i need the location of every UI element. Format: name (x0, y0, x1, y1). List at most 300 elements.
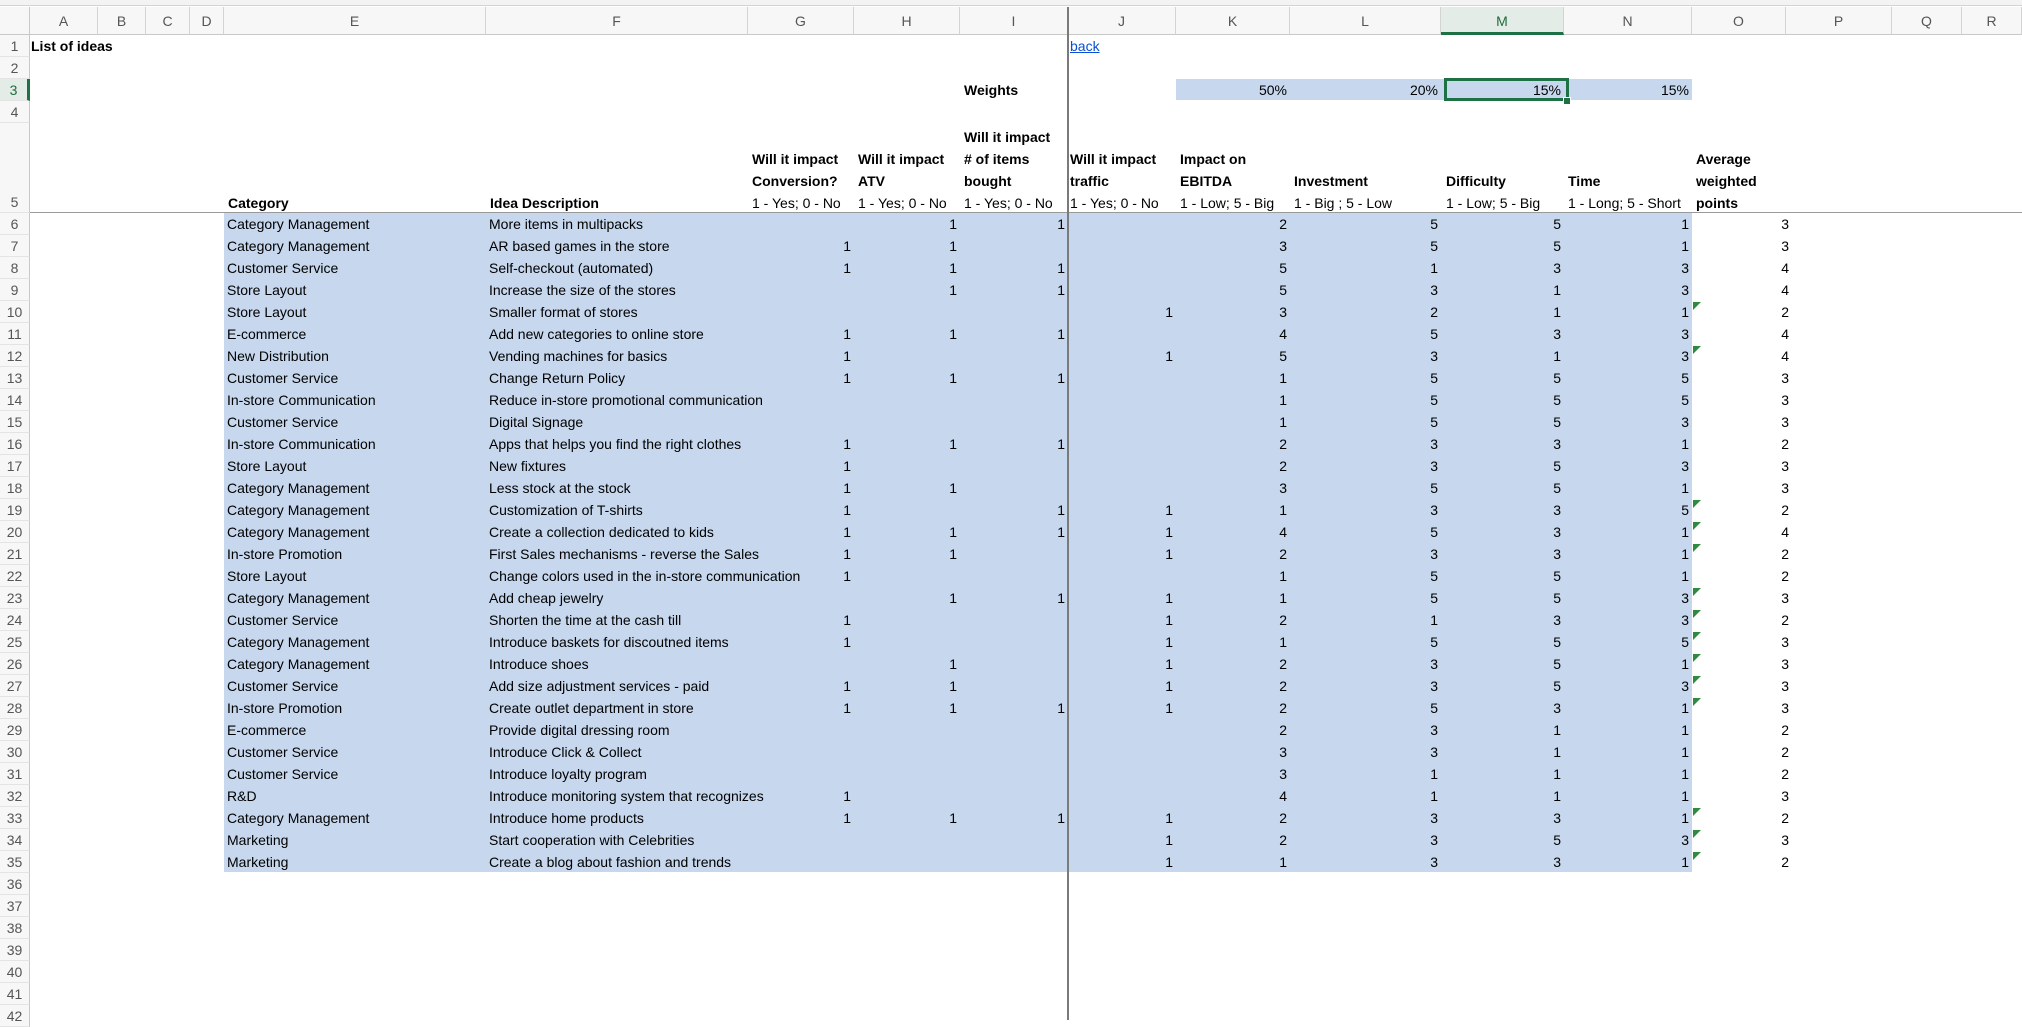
score-cell-i[interactable]: 1 (1057, 590, 1065, 606)
score-cell-j[interactable] (1068, 235, 1176, 257)
category-cell[interactable]: Category Management (227, 238, 370, 254)
score-cell-n[interactable]: 1 (1681, 238, 1689, 254)
score-cell-m[interactable]: 5 (1553, 414, 1561, 430)
error-indicator-icon[interactable] (1693, 632, 1701, 640)
score-cell-g[interactable]: 1 (843, 502, 851, 518)
score-cell-k[interactable]: 3 (1279, 766, 1287, 782)
score-cell-m[interactable]: 3 (1553, 502, 1561, 518)
score-cell-l[interactable]: 2 (1430, 304, 1438, 320)
category-cell[interactable]: Marketing (227, 832, 289, 848)
row-header-32[interactable]: 32 (0, 785, 30, 807)
row-header-18[interactable]: 18 (0, 477, 30, 499)
score-cell-j[interactable]: 1 (1165, 832, 1173, 848)
score-cell-o[interactable]: 2 (1781, 722, 1789, 738)
score-cell-k[interactable]: 5 (1279, 282, 1287, 298)
score-cell-n[interactable]: 3 (1681, 590, 1689, 606)
category-cell[interactable]: In-store Communication (227, 392, 376, 408)
category-cell[interactable]: Store Layout (227, 282, 307, 298)
score-cell-m[interactable]: 5 (1553, 568, 1561, 584)
score-cell-g[interactable]: 1 (843, 524, 851, 540)
score-cell-o[interactable]: 2 (1781, 546, 1789, 562)
score-cell-i[interactable]: 1 (1057, 216, 1065, 232)
score-cell-n[interactable]: 1 (1681, 216, 1689, 232)
score-cell-j[interactable] (1068, 763, 1176, 785)
score-cell-j[interactable]: 1 (1165, 810, 1173, 826)
row-header-23[interactable]: 23 (0, 587, 30, 609)
score-cell-k[interactable]: 5 (1279, 348, 1287, 364)
score-cell-m[interactable]: 3 (1553, 700, 1561, 716)
score-cell-g[interactable] (748, 653, 854, 675)
row-header-41[interactable]: 41 (0, 983, 30, 1005)
score-cell-g[interactable]: 1 (843, 480, 851, 496)
score-cell-g[interactable] (748, 411, 854, 433)
column-header-p[interactable]: P (1786, 7, 1892, 35)
score-cell-n[interactable]: 3 (1681, 326, 1689, 342)
weight-impact[interactable]: 50% (1258, 82, 1287, 98)
score-cell-g[interactable]: 1 (843, 326, 851, 342)
column-header-c[interactable]: C (146, 7, 190, 35)
score-cell-l[interactable]: 5 (1430, 216, 1438, 232)
score-cell-o[interactable]: 3 (1781, 392, 1789, 408)
score-cell-n[interactable]: 5 (1681, 370, 1689, 386)
score-cell-l[interactable]: 5 (1430, 590, 1438, 606)
score-cell-l[interactable]: 3 (1430, 744, 1438, 760)
score-cell-o[interactable]: 2 (1781, 436, 1789, 452)
score-cell-h[interactable] (854, 389, 960, 411)
score-cell-n[interactable]: 1 (1681, 656, 1689, 672)
score-cell-n[interactable]: 1 (1681, 546, 1689, 562)
score-cell-j[interactable]: 1 (1165, 524, 1173, 540)
score-cell-g[interactable]: 1 (843, 348, 851, 364)
row-header-35[interactable]: 35 (0, 851, 30, 873)
idea-cell[interactable]: Introduce loyalty program (489, 766, 647, 782)
idea-cell[interactable]: Digital Signage (489, 414, 584, 430)
idea-cell[interactable]: AR based games in the store (489, 238, 670, 254)
score-cell-n[interactable]: 1 (1681, 436, 1689, 452)
score-cell-h[interactable] (854, 829, 960, 851)
score-cell-h[interactable]: 1 (949, 678, 957, 694)
score-cell-o[interactable]: 3 (1781, 678, 1789, 694)
score-cell-k[interactable]: 1 (1279, 590, 1287, 606)
score-cell-i[interactable] (960, 609, 1068, 631)
score-cell-l[interactable]: 1 (1430, 260, 1438, 276)
score-cell-l[interactable]: 1 (1430, 788, 1438, 804)
idea-cell[interactable]: Add size adjustment services - paid (489, 678, 710, 694)
score-cell-j[interactable] (1068, 323, 1176, 345)
category-cell[interactable]: In-store Promotion (227, 700, 343, 716)
row-header-29[interactable]: 29 (0, 719, 30, 741)
score-cell-g[interactable]: 1 (843, 700, 851, 716)
weight-difficulty[interactable]: 15% (1532, 82, 1561, 98)
score-cell-j[interactable]: 1 (1165, 348, 1173, 364)
score-cell-m[interactable]: 3 (1553, 524, 1561, 540)
score-cell-k[interactable]: 1 (1279, 370, 1287, 386)
score-cell-o[interactable]: 4 (1781, 524, 1789, 540)
error-indicator-icon[interactable] (1693, 522, 1701, 530)
score-cell-h[interactable] (854, 785, 960, 807)
score-cell-i[interactable]: 1 (1057, 326, 1065, 342)
score-cell-g[interactable]: 1 (843, 568, 851, 584)
row-header-10[interactable]: 10 (0, 301, 30, 323)
score-cell-h[interactable]: 1 (949, 326, 957, 342)
idea-cell[interactable]: New fixtures (489, 458, 567, 474)
score-cell-g[interactable] (748, 741, 854, 763)
row-header-6[interactable]: 6 (0, 213, 30, 235)
score-cell-g[interactable]: 1 (843, 238, 851, 254)
row-header-3[interactable]: 3 (0, 79, 30, 101)
category-cell[interactable]: Customer Service (227, 678, 339, 694)
category-cell[interactable]: Customer Service (227, 414, 339, 430)
score-cell-h[interactable]: 1 (949, 700, 957, 716)
score-cell-i[interactable] (960, 345, 1068, 367)
score-cell-m[interactable]: 5 (1553, 656, 1561, 672)
idea-cell[interactable]: More items in multipacks (489, 216, 644, 232)
score-cell-i[interactable]: 1 (1057, 524, 1065, 540)
row-header-8[interactable]: 8 (0, 257, 30, 279)
score-cell-m[interactable]: 1 (1553, 348, 1561, 364)
score-cell-i[interactable]: 1 (1057, 370, 1065, 386)
score-cell-o[interactable]: 3 (1781, 832, 1789, 848)
score-cell-k[interactable]: 1 (1279, 568, 1287, 584)
score-cell-i[interactable] (960, 763, 1068, 785)
score-cell-g[interactable]: 1 (843, 634, 851, 650)
row-header-37[interactable]: 37 (0, 895, 30, 917)
score-cell-m[interactable]: 5 (1553, 216, 1561, 232)
row-header-25[interactable]: 25 (0, 631, 30, 653)
score-cell-n[interactable]: 1 (1681, 304, 1689, 320)
row-header-22[interactable]: 22 (0, 565, 30, 587)
score-cell-h[interactable]: 1 (949, 480, 957, 496)
score-cell-g[interactable]: 1 (843, 810, 851, 826)
score-cell-i[interactable] (960, 235, 1068, 257)
idea-cell[interactable]: Create a blog about fashion and trends (489, 854, 732, 870)
score-cell-o[interactable]: 2 (1781, 304, 1789, 320)
score-cell-j[interactable]: 1 (1165, 590, 1173, 606)
score-cell-n[interactable]: 1 (1681, 700, 1689, 716)
score-cell-i[interactable]: 1 (1057, 260, 1065, 276)
score-cell-j[interactable]: 1 (1165, 854, 1173, 870)
column-header-g[interactable]: G (748, 7, 854, 35)
score-cell-n[interactable]: 1 (1681, 568, 1689, 584)
score-cell-m[interactable]: 3 (1553, 854, 1561, 870)
row-header-5[interactable]: 5 (0, 123, 30, 213)
score-cell-n[interactable]: 3 (1681, 678, 1689, 694)
column-header-f[interactable]: F (486, 7, 748, 35)
score-cell-l[interactable]: 3 (1430, 348, 1438, 364)
score-cell-o[interactable]: 4 (1781, 326, 1789, 342)
idea-cell[interactable]: Increase the size of the stores (489, 282, 676, 298)
idea-cell[interactable]: Introduce monitoring system that recognizes (489, 788, 764, 804)
score-cell-m[interactable]: 5 (1553, 370, 1561, 386)
score-cell-h[interactable] (854, 345, 960, 367)
score-cell-n[interactable]: 5 (1681, 502, 1689, 518)
error-indicator-icon[interactable] (1693, 544, 1701, 552)
idea-cell[interactable]: Reduce in-store promotional communication (489, 392, 763, 408)
score-cell-j[interactable]: 1 (1165, 634, 1173, 650)
row-header-39[interactable]: 39 (0, 939, 30, 961)
score-cell-m[interactable]: 1 (1553, 766, 1561, 782)
score-cell-k[interactable]: 2 (1279, 458, 1287, 474)
score-cell-n[interactable]: 3 (1681, 414, 1689, 430)
score-cell-j[interactable] (1068, 433, 1176, 455)
score-cell-g[interactable] (748, 851, 854, 873)
score-cell-l[interactable]: 5 (1430, 524, 1438, 540)
row-header-19[interactable]: 19 (0, 499, 30, 521)
score-cell-m[interactable]: 5 (1553, 678, 1561, 694)
score-cell-o[interactable]: 3 (1781, 414, 1789, 430)
idea-cell[interactable]: Create outlet department in store (489, 700, 694, 716)
column-header-n[interactable]: N (1564, 7, 1692, 35)
category-cell[interactable]: Store Layout (227, 458, 307, 474)
score-cell-k[interactable]: 3 (1279, 238, 1287, 254)
score-cell-k[interactable]: 2 (1279, 216, 1287, 232)
score-cell-h[interactable]: 1 (949, 810, 957, 826)
score-cell-m[interactable]: 1 (1553, 282, 1561, 298)
score-cell-o[interactable]: 4 (1781, 348, 1789, 364)
category-cell[interactable]: In-store Communication (227, 436, 376, 452)
score-cell-j[interactable] (1068, 279, 1176, 301)
score-cell-h[interactable] (854, 719, 960, 741)
score-cell-o[interactable]: 3 (1781, 634, 1789, 650)
score-cell-g[interactable]: 1 (843, 678, 851, 694)
score-cell-i[interactable] (960, 477, 1068, 499)
idea-cell[interactable]: Introduce baskets for discoutned items (489, 634, 729, 650)
score-cell-h[interactable]: 1 (949, 216, 957, 232)
column-header-d[interactable]: D (190, 7, 224, 35)
score-cell-i[interactable]: 1 (1057, 282, 1065, 298)
weight-investment[interactable]: 20% (1409, 82, 1438, 98)
score-cell-m[interactable]: 3 (1553, 260, 1561, 276)
score-cell-i[interactable] (960, 455, 1068, 477)
column-header-a[interactable]: A (30, 7, 98, 35)
score-cell-n[interactable]: 1 (1681, 788, 1689, 804)
score-cell-j[interactable]: 1 (1165, 678, 1173, 694)
row-header-28[interactable]: 28 (0, 697, 30, 719)
score-cell-h[interactable] (854, 741, 960, 763)
score-cell-n[interactable]: 1 (1681, 722, 1689, 738)
score-cell-o[interactable]: 2 (1781, 612, 1789, 628)
score-cell-l[interactable]: 5 (1430, 480, 1438, 496)
score-cell-o[interactable]: 2 (1781, 744, 1789, 760)
score-cell-i[interactable] (960, 389, 1068, 411)
score-cell-j[interactable]: 1 (1165, 546, 1173, 562)
idea-cell[interactable]: Less stock at the stock (489, 480, 631, 496)
score-cell-n[interactable]: 1 (1681, 480, 1689, 496)
score-cell-g[interactable] (748, 587, 854, 609)
category-cell[interactable]: Category Management (227, 810, 370, 826)
score-cell-j[interactable] (1068, 719, 1176, 741)
score-cell-g[interactable] (748, 763, 854, 785)
score-cell-o[interactable]: 3 (1781, 788, 1789, 804)
score-cell-h[interactable] (854, 609, 960, 631)
score-cell-k[interactable]: 4 (1279, 524, 1287, 540)
category-cell[interactable]: Category Management (227, 216, 370, 232)
score-cell-h[interactable]: 1 (949, 590, 957, 606)
column-header-j[interactable]: J (1068, 7, 1176, 35)
score-cell-m[interactable]: 5 (1553, 392, 1561, 408)
score-cell-h[interactable] (854, 763, 960, 785)
score-cell-l[interactable]: 3 (1430, 832, 1438, 848)
score-cell-l[interactable]: 5 (1430, 370, 1438, 386)
row-header-16[interactable]: 16 (0, 433, 30, 455)
error-indicator-icon[interactable] (1693, 588, 1701, 596)
category-cell[interactable]: Store Layout (227, 304, 307, 320)
score-cell-h[interactable]: 1 (949, 436, 957, 452)
score-cell-j[interactable]: 1 (1165, 502, 1173, 518)
score-cell-h[interactable]: 1 (949, 238, 957, 254)
idea-cell[interactable]: Shorten the time at the cash till (489, 612, 682, 628)
score-cell-i[interactable] (960, 829, 1068, 851)
score-cell-o[interactable]: 2 (1781, 502, 1789, 518)
idea-cell[interactable]: Vending machines for basics (489, 348, 668, 364)
score-cell-k[interactable]: 1 (1279, 634, 1287, 650)
idea-cell[interactable]: Start cooperation with Celebrities (489, 832, 695, 848)
idea-cell[interactable]: Introduce Click & Collect (489, 744, 642, 760)
row-header-31[interactable]: 31 (0, 763, 30, 785)
score-cell-h[interactable] (854, 301, 960, 323)
row-header-7[interactable]: 7 (0, 235, 30, 257)
score-cell-n[interactable]: 3 (1681, 348, 1689, 364)
score-cell-i[interactable]: 1 (1057, 502, 1065, 518)
score-cell-k[interactable]: 2 (1279, 436, 1287, 452)
category-cell[interactable]: E-commerce (227, 326, 307, 342)
score-cell-m[interactable]: 3 (1553, 612, 1561, 628)
score-cell-k[interactable]: 1 (1279, 392, 1287, 408)
error-indicator-icon[interactable] (1693, 852, 1701, 860)
category-cell[interactable]: Category Management (227, 590, 370, 606)
score-cell-l[interactable]: 3 (1430, 810, 1438, 826)
score-cell-i[interactable]: 1 (1057, 700, 1065, 716)
score-cell-m[interactable]: 1 (1553, 788, 1561, 804)
idea-cell[interactable]: Smaller format of stores (489, 304, 638, 320)
score-cell-k[interactable]: 4 (1279, 326, 1287, 342)
idea-cell[interactable]: Apps that helps you find the right clothes (489, 436, 742, 452)
category-cell[interactable]: Customer Service (227, 766, 339, 782)
score-cell-m[interactable]: 5 (1553, 832, 1561, 848)
score-cell-l[interactable]: 5 (1430, 700, 1438, 716)
score-cell-o[interactable]: 3 (1781, 480, 1789, 496)
score-cell-h[interactable]: 1 (949, 656, 957, 672)
column-header-k[interactable]: K (1176, 7, 1290, 35)
score-cell-k[interactable]: 1 (1279, 854, 1287, 870)
row-header-17[interactable]: 17 (0, 455, 30, 477)
category-cell[interactable]: Customer Service (227, 612, 339, 628)
category-cell[interactable]: E-commerce (227, 722, 307, 738)
row-header-24[interactable]: 24 (0, 609, 30, 631)
row-header-30[interactable]: 30 (0, 741, 30, 763)
score-cell-k[interactable]: 4 (1279, 788, 1287, 804)
score-cell-j[interactable] (1068, 477, 1176, 499)
score-cell-h[interactable]: 1 (949, 260, 957, 276)
score-cell-l[interactable]: 5 (1430, 238, 1438, 254)
score-cell-k[interactable]: 2 (1279, 700, 1287, 716)
row-header-27[interactable]: 27 (0, 675, 30, 697)
score-cell-h[interactable]: 1 (949, 370, 957, 386)
category-cell[interactable]: Marketing (227, 854, 289, 870)
score-cell-j[interactable] (1068, 389, 1176, 411)
score-cell-n[interactable]: 5 (1681, 392, 1689, 408)
idea-cell[interactable]: Add new categories to online store (489, 326, 704, 342)
column-header-q[interactable]: Q (1892, 7, 1962, 35)
score-cell-m[interactable]: 1 (1553, 722, 1561, 738)
score-cell-n[interactable]: 1 (1681, 810, 1689, 826)
score-cell-o[interactable]: 3 (1781, 238, 1789, 254)
score-cell-k[interactable]: 1 (1279, 502, 1287, 518)
score-cell-g[interactable]: 1 (843, 436, 851, 452)
score-cell-k[interactable]: 3 (1279, 304, 1287, 320)
column-header-h[interactable]: H (854, 7, 960, 35)
score-cell-o[interactable]: 3 (1781, 700, 1789, 716)
score-cell-m[interactable]: 3 (1553, 436, 1561, 452)
score-cell-j[interactable] (1068, 565, 1176, 587)
score-cell-h[interactable] (854, 565, 960, 587)
score-cell-k[interactable]: 2 (1279, 546, 1287, 562)
score-cell-j[interactable] (1068, 741, 1176, 763)
column-header-o[interactable]: O (1692, 7, 1786, 35)
row-header-15[interactable]: 15 (0, 411, 30, 433)
row-header-42[interactable]: 42 (0, 1005, 30, 1027)
category-cell[interactable]: Customer Service (227, 260, 339, 276)
score-cell-j[interactable]: 1 (1165, 612, 1173, 628)
score-cell-o[interactable]: 4 (1781, 282, 1789, 298)
score-cell-n[interactable]: 3 (1681, 282, 1689, 298)
score-cell-j[interactable] (1068, 455, 1176, 477)
row-header-13[interactable]: 13 (0, 367, 30, 389)
score-cell-o[interactable]: 3 (1781, 216, 1789, 232)
error-indicator-icon[interactable] (1693, 676, 1701, 684)
score-cell-j[interactable]: 1 (1165, 304, 1173, 320)
score-cell-k[interactable]: 2 (1279, 678, 1287, 694)
score-cell-i[interactable] (960, 301, 1068, 323)
row-header-1[interactable]: 1 (0, 35, 30, 57)
score-cell-l[interactable]: 3 (1430, 282, 1438, 298)
score-cell-l[interactable]: 3 (1430, 854, 1438, 870)
score-cell-k[interactable]: 2 (1279, 832, 1287, 848)
column-header-i[interactable]: I (960, 7, 1068, 35)
category-cell[interactable]: Customer Service (227, 370, 339, 386)
category-cell[interactable]: R&D (227, 788, 257, 804)
score-cell-i[interactable] (960, 411, 1068, 433)
score-cell-h[interactable]: 1 (949, 546, 957, 562)
score-cell-l[interactable]: 3 (1430, 436, 1438, 452)
score-cell-j[interactable] (1068, 785, 1176, 807)
category-cell[interactable]: Category Management (227, 524, 370, 540)
score-cell-k[interactable]: 2 (1279, 656, 1287, 672)
row-header-34[interactable]: 34 (0, 829, 30, 851)
score-cell-g[interactable] (748, 301, 854, 323)
score-cell-m[interactable]: 3 (1553, 326, 1561, 342)
weight-time[interactable]: 15% (1660, 82, 1689, 98)
score-cell-h[interactable] (854, 499, 960, 521)
row-header-36[interactable]: 36 (0, 873, 30, 895)
score-cell-j[interactable] (1068, 411, 1176, 433)
score-cell-l[interactable]: 1 (1430, 766, 1438, 782)
error-indicator-icon[interactable] (1693, 698, 1701, 706)
score-cell-n[interactable]: 3 (1681, 612, 1689, 628)
error-indicator-icon[interactable] (1693, 654, 1701, 662)
idea-cell[interactable]: First Sales mechanisms - reverse the Sales (489, 546, 759, 562)
row-header-4[interactable]: 4 (0, 101, 30, 123)
category-cell[interactable]: Category Management (227, 502, 370, 518)
score-cell-h[interactable]: 1 (949, 282, 957, 298)
score-cell-k[interactable]: 2 (1279, 722, 1287, 738)
category-cell[interactable]: Category Management (227, 480, 370, 496)
score-cell-i[interactable] (960, 653, 1068, 675)
error-indicator-icon[interactable] (1693, 500, 1701, 508)
score-cell-g[interactable] (748, 829, 854, 851)
score-cell-i[interactable] (960, 631, 1068, 653)
score-cell-o[interactable]: 2 (1781, 810, 1789, 826)
